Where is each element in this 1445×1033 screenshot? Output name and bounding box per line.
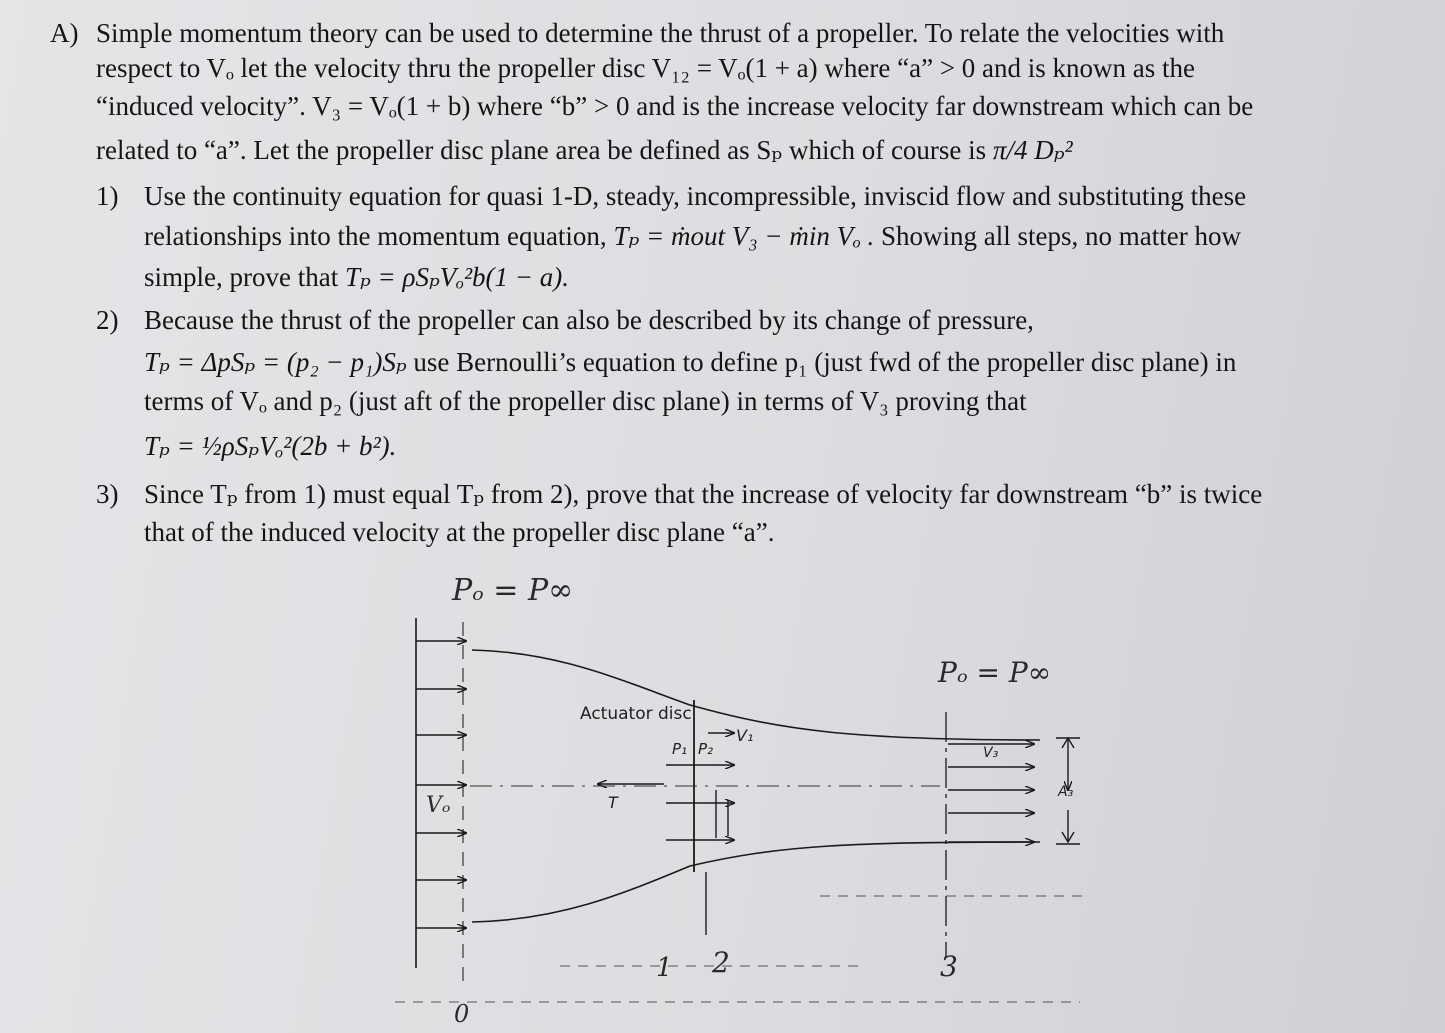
station-2-label: 2	[712, 946, 730, 979]
momentum-equation: Tₚ = ṁout V₃ − ṁin Vₒ .	[613, 221, 875, 251]
intro-line-3: “induced velocity”. V₃ = Vₒ(1 + b) where “b” > 0 and is the increase velocity far downstream which can be	[96, 91, 1254, 121]
v3-label: V₃	[983, 745, 999, 761]
streamtube-lower	[472, 842, 1040, 922]
part-1-number: 1)	[96, 181, 119, 211]
part-2-line-1: Because the thrust of the propeller can also be described by its change of pressure,	[144, 305, 1034, 335]
part-2-line-3: terms of Vₒ and p₂ (just aft of the propeller disc plane) in terms of V₃ proving that	[144, 386, 1027, 416]
freestream-pressure-right: Pₒ = P∞	[938, 656, 1052, 689]
intro-line-4: related to “a”. Let the propeller disc plane area be defined as Sₚ which of course is π/4 Dₚ²	[96, 135, 1073, 165]
station-0-label: 0	[454, 1000, 470, 1028]
guide-dashes	[395, 896, 1090, 1002]
part-2-number: 2)	[96, 305, 119, 335]
part-3-line-1: Since Tₚ from 1) must equal Tₚ from 2), prove that the increase of velocity far downstream “b” is twice	[144, 479, 1263, 509]
part-2-line-2: Tₚ = ΔpSₚ = (p₂ − p₁)Sₚ use Bernoulli’s equation to define p₁ (just fwd of the propeller disc plane) in	[144, 347, 1237, 377]
intro-line-1: Simple momentum theory can be used to determine the thrust of a propeller. To relate the velocities with	[96, 18, 1225, 48]
station-3-label: 3	[940, 950, 958, 983]
disc-tick-marks	[716, 790, 728, 838]
v1-label: V₁	[736, 726, 754, 745]
pressure-equation: Tₚ = ΔpSₚ = (p₂ − p₁)Sₚ	[144, 347, 407, 377]
inlet-velocity-arrows	[416, 641, 466, 928]
part-3-number: 3)	[96, 479, 119, 509]
part-1-line-1: Use the continuity equation for quasi 1-D, steady, incompressible, inviscid flow and substituting these	[144, 181, 1247, 211]
intro-line-2: respect to Vₒ let the velocity thru the propeller disc V₁₂ = Vₒ(1 + a) where “a” > 0 and is known as the	[96, 53, 1196, 83]
part-1-line-3: simple, prove that Tₚ = ρSₚVₒ²b(1 − a).	[144, 262, 570, 292]
problem-label: A)	[50, 18, 79, 48]
station-1-label: 1	[656, 953, 673, 983]
part-3-line-2: that of the induced velocity at the propeller disc plane “a”.	[144, 517, 775, 547]
disc-area-formula: π/4 Dₚ²	[992, 135, 1073, 165]
part-1-line-2: relationships into the momentum equation, Tₚ = ṁout V₃ − ṁin Vₒ . Showing all steps, no matter how	[144, 221, 1241, 251]
vo-label: Vₒ	[426, 793, 451, 818]
part-1-result-equation: Tₚ = ρSₚVₒ²b(1 − a).	[344, 262, 570, 292]
part-2-result-equation: Tₚ = ½ρSₚVₒ²(2b + b²).	[144, 431, 397, 461]
actuator-disc-label: Actuator disc	[580, 704, 692, 724]
thrust-label: T	[608, 793, 618, 812]
p2-label: P₂	[698, 740, 714, 758]
freestream-pressure-left: Pₒ = P∞	[452, 573, 574, 608]
a3-label: A₃	[1058, 784, 1074, 800]
p1-label: P₁	[672, 740, 688, 758]
